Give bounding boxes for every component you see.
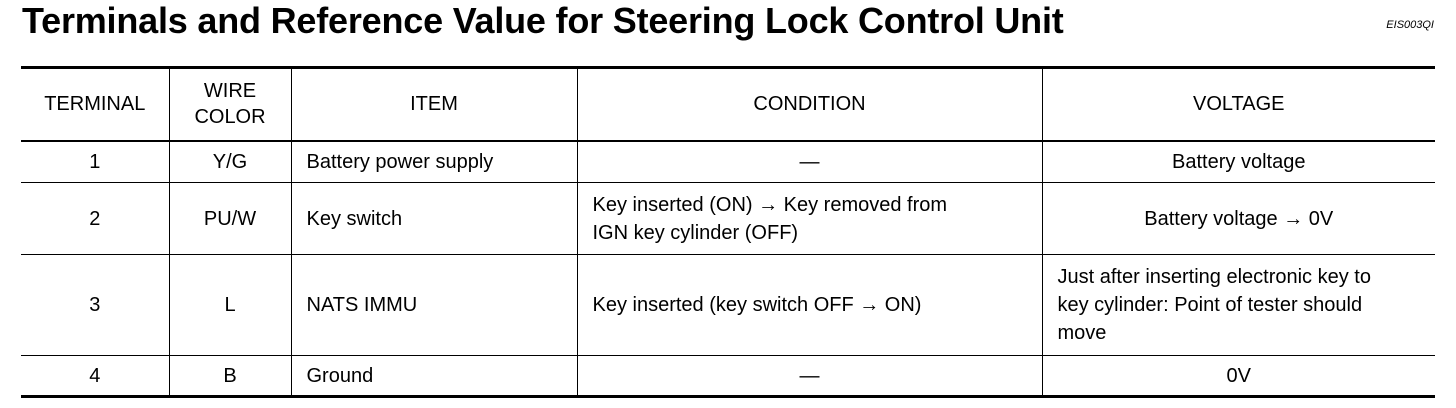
cell-voltage: Just after inserting electronic key to key cylinder: Point of tester should move bbox=[1042, 255, 1435, 356]
table-row bbox=[21, 183, 1435, 255]
table-header-row bbox=[21, 68, 1435, 141]
page-title: Terminals and Reference Value for Steering Lock Control Unit bbox=[22, 0, 1064, 41]
cell-voltage: 0V bbox=[1042, 356, 1435, 397]
cell-terminal: 1 bbox=[21, 141, 169, 183]
cell-wire-color: PU/W bbox=[169, 183, 291, 255]
cell-condition: — bbox=[577, 356, 1042, 397]
cell-item: Battery power supply bbox=[291, 141, 577, 183]
cell-wire-color: L bbox=[169, 255, 291, 356]
cell-voltage: Battery voltage bbox=[1042, 141, 1435, 183]
column-header-item: ITEM bbox=[291, 68, 577, 141]
column-header-terminal: TERMINAL bbox=[21, 68, 169, 141]
cell-wire-color: B bbox=[169, 356, 291, 397]
terminal-reference-table bbox=[21, 66, 1435, 398]
cell-terminal: 3 bbox=[21, 255, 169, 356]
cell-wire-color: Y/G bbox=[169, 141, 291, 183]
cell-terminal: 4 bbox=[21, 356, 169, 397]
cell-item: Ground bbox=[291, 356, 577, 397]
document-code: EIS003QI bbox=[1386, 19, 1434, 31]
table-row bbox=[21, 141, 1435, 183]
cell-item: Key switch bbox=[291, 183, 577, 255]
table-row bbox=[21, 356, 1435, 397]
cell-item: NATS IMMU bbox=[291, 255, 577, 356]
cell-terminal: 2 bbox=[21, 183, 169, 255]
cell-condition: Key inserted (ON) → Key removed from IGN key cylinder (OFF) bbox=[577, 183, 1042, 255]
cell-condition: Key inserted (key switch OFF → ON) bbox=[577, 255, 1042, 356]
cell-condition: — bbox=[577, 141, 1042, 183]
column-header-wire-color: WIRE COLOR bbox=[169, 68, 291, 141]
cell-voltage: Battery voltage → 0V bbox=[1042, 183, 1435, 255]
column-header-voltage: VOLTAGE bbox=[1042, 68, 1435, 141]
table-row bbox=[21, 255, 1435, 356]
column-header-condition: CONDITION bbox=[577, 68, 1042, 141]
